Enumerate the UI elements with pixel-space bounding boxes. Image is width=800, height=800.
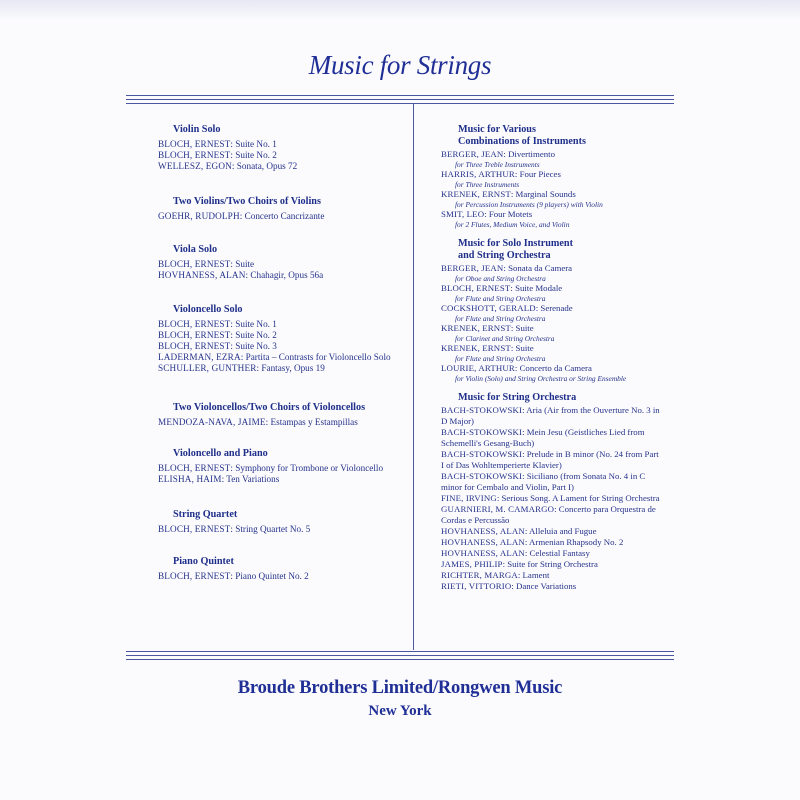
composer-name: BLOCH, ERNEST [158, 150, 231, 161]
separator: : [524, 526, 530, 536]
top-rule [126, 103, 674, 104]
composer-name: KRENEK, ERNST [441, 343, 511, 353]
work-title: Suite No. 1 [235, 318, 277, 329]
work-title: Marginal Sounds [515, 189, 576, 199]
page-title: Music for Strings [308, 50, 492, 80]
composer-name: BLOCH, ERNEST [441, 283, 511, 293]
work-title: Armenian Rhapsody No. 2 [529, 537, 624, 547]
catalog-section [441, 392, 663, 592]
top-rule [126, 95, 674, 96]
work-title: Celestial Fantasy [529, 548, 590, 558]
catalog-entry [158, 463, 403, 474]
composer-name: KRENEK, ERNST [441, 189, 511, 199]
catalog-entry [158, 139, 403, 150]
catalog-entry [158, 417, 403, 428]
composer-name: JAMES, PHILIP [441, 559, 503, 569]
work-title: Sonata, Opus 72 [236, 161, 298, 172]
composer-name: MENDOZA-NAVA, JAIME [158, 417, 266, 428]
separator: : [221, 474, 227, 485]
catalog-entry [158, 571, 403, 582]
work-title: Suite Modale [515, 283, 563, 293]
catalog-section [158, 509, 403, 535]
work-title: Concerto Cancrizante [244, 211, 325, 222]
composer-name: BLOCH, ERNEST [158, 259, 231, 270]
separator: : [230, 150, 236, 161]
composer-name: HOVHANESS, ALAN [441, 537, 525, 547]
catalog-entry [158, 211, 403, 222]
instrumentation-note: for Oboe and String Orchestra [455, 274, 546, 283]
separator: : [239, 211, 245, 222]
composer-name: BACH-STOKOWSKI [441, 471, 523, 481]
composer-name: BLOCH, ERNEST [158, 571, 231, 582]
left-column [158, 124, 403, 583]
separator: : [524, 537, 530, 547]
work-title: Serenade [540, 303, 573, 313]
catalog-entry [158, 474, 403, 485]
catalog-entry [441, 363, 663, 383]
catalog-entry [158, 259, 403, 270]
catalog-entry [158, 363, 403, 374]
composer-name: BLOCH, ERNEST [158, 463, 231, 474]
catalog-entry [441, 581, 663, 592]
work-title: Siciliano (from Sonata No. 4 in C minor for Cembalo and Violin, Part I) [441, 471, 646, 492]
catalog-entry [158, 330, 403, 341]
separator: : [502, 559, 508, 569]
catalog-entry [441, 263, 663, 283]
work-title: Suite for String Orchestra [507, 559, 598, 569]
separator: : [231, 161, 237, 172]
work-title: Suite No. 3 [235, 340, 277, 351]
catalog-entry [441, 548, 663, 559]
catalog-entry [158, 150, 403, 161]
separator: : [240, 351, 246, 362]
instrumentation-note: for Flute and String Orchestra [455, 314, 546, 323]
right-column [441, 124, 663, 592]
catalog-section [158, 244, 403, 281]
section-heading: Two Violins/Two Choirs of Violins [173, 196, 321, 208]
section-heading: Music for Various Combinations of Instruments [458, 124, 586, 147]
composer-name: SMIT, LEO [441, 209, 485, 219]
separator: : [517, 570, 523, 580]
composer-name: BLOCH, ERNEST [158, 329, 231, 340]
separator: : [522, 471, 527, 481]
bottom-rule [126, 655, 674, 656]
instrumentation-note: for Three Instruments [455, 180, 520, 189]
separator: : [484, 209, 489, 219]
work-title: Partita – Contrasts for Violoncello Solo [245, 351, 391, 362]
separator: : [522, 405, 527, 415]
composer-name: BERGER, JEAN [441, 263, 504, 273]
instrumentation-note: for Clarinet and String Orchestra [455, 334, 555, 343]
work-title: Suite No. 2 [235, 150, 277, 161]
separator: : [510, 189, 516, 199]
composer-name: HOVHANESS, ALAN [441, 548, 525, 558]
catalog-entry [441, 427, 663, 449]
work-title: Serious Song. A Lament for String Orchestra [501, 493, 660, 503]
catalog-entry [441, 303, 663, 323]
section-heading: String Quartet [173, 509, 238, 521]
section-heading: Violin Solo [173, 124, 221, 135]
section-heading: Piano Quintet [173, 556, 234, 568]
work-title: Lament [522, 570, 550, 580]
separator: : [522, 449, 527, 459]
catalog-entry [441, 526, 663, 537]
work-title: String Quartet No. 5 [235, 524, 311, 535]
catalog-entry [158, 270, 403, 281]
catalog-entry [441, 323, 663, 343]
composer-name: BLOCH, ERNEST [158, 340, 231, 351]
composer-name: BACH-STOKOWSKI [441, 449, 523, 459]
composer-name: BERGER, JEAN [441, 149, 504, 159]
separator: : [230, 571, 236, 582]
instrumentation-note: for Percussion Instruments (9 players) with Violin [455, 200, 603, 209]
separator: : [496, 493, 502, 503]
section-heading: Violoncello and Piano [173, 448, 268, 460]
catalog-entry [441, 471, 663, 493]
catalog-section [158, 124, 403, 172]
composer-name: GUARNIERI, M. CAMARGO [441, 504, 555, 514]
instrumentation-note: for 2 Flutes, Medium Voice, and Violin [455, 220, 570, 229]
composer-name: BLOCH, ERNEST [158, 318, 231, 329]
catalog-entry [158, 161, 403, 172]
composer-name: KRENEK, ERNST [441, 323, 511, 333]
separator: : [230, 139, 236, 149]
separator: : [514, 169, 520, 179]
catalog-section [441, 238, 663, 383]
work-title: Suite [235, 259, 255, 270]
separator: : [535, 303, 541, 313]
composer-name: LOURIE, ARTHUR [441, 363, 515, 373]
separator: : [230, 318, 236, 329]
work-title: Fantasy, Opus 19 [261, 362, 325, 373]
composer-name: HARRIS, ARTHUR [441, 169, 515, 179]
catalog-section [158, 196, 403, 222]
composer-name: GOEHR, RUDOLPH [158, 211, 240, 222]
catalog-section [441, 124, 663, 229]
section-heading: Two Violoncellos/Two Choirs of Violoncellos [173, 402, 366, 414]
composer-name: SCHULLER, GUNTHER [158, 362, 257, 373]
separator: : [554, 504, 559, 514]
separator: : [256, 362, 262, 373]
instrumentation-note: for Three Treble Instruments [455, 160, 540, 169]
composer-name: BACH-STOKOWSKI [441, 405, 523, 415]
composer-name: ELISHA, HAIM [158, 474, 222, 485]
composer-name: BLOCH, ERNEST [158, 139, 231, 149]
work-title: Four Motets [488, 209, 533, 219]
catalog-section [158, 304, 403, 374]
catalog-entry [158, 341, 403, 352]
work-title: Suite [515, 343, 534, 353]
work-title: Symphony for Trombone or Violoncello [235, 463, 384, 474]
composer-name: RIETI, VITTORIO [441, 581, 512, 591]
separator: : [230, 259, 236, 270]
separator: : [510, 323, 516, 333]
instrumentation-note: for Violin (Solo) and String Orchestra or String Ensemble [455, 374, 627, 383]
work-title: Alleluia and Fugue [529, 526, 597, 536]
composer-name: FINE, IRVING [441, 493, 497, 503]
work-title: Dance Variations [516, 581, 577, 591]
work-title: Suite No. 2 [235, 329, 277, 340]
separator: : [503, 149, 509, 159]
section-heading: Music for Solo Instrument and String Orchestra [458, 238, 573, 261]
catalog-entry [441, 189, 663, 209]
separator: : [510, 283, 516, 293]
catalog-entry [441, 283, 663, 303]
composer-name: WELLESZ, EGON [158, 161, 232, 172]
catalog-entry [441, 405, 663, 427]
separator: : [230, 524, 236, 535]
bottom-rule [126, 651, 674, 652]
separator: : [503, 263, 509, 273]
catalog-entry [441, 343, 663, 363]
separator: : [514, 363, 520, 373]
catalog-entry [158, 524, 403, 535]
catalog-section [158, 556, 403, 582]
work-title: Ten Variations [226, 474, 280, 485]
catalog-entry [158, 319, 403, 330]
catalog-section [158, 448, 403, 485]
separator: : [522, 427, 527, 437]
catalog-entry [441, 537, 663, 548]
top-rule [126, 99, 674, 100]
composer-name: BLOCH, ERNEST [158, 524, 231, 535]
instrumentation-note: for Flute and String Orchestra [455, 294, 546, 303]
bleed-through-shadow [0, 0, 800, 20]
work-title: Concerto para Orquestra de Cordas e Percussão [441, 504, 656, 525]
composer-name: HOVHANESS, ALAN [158, 270, 246, 281]
separator: : [230, 329, 236, 340]
work-title: Concerto da Camera [519, 363, 592, 373]
instrumentation-note: for Flute and String Orchestra [455, 354, 546, 363]
work-title: Prelude in B minor (No. 24 from Part I of Das Wohltemperierte Klavier) [441, 449, 659, 470]
catalog-section [158, 402, 403, 428]
bottom-rule [126, 659, 674, 660]
catalog-entry [441, 559, 663, 570]
work-title: Divertimento [508, 149, 555, 159]
catalog-entry [441, 169, 663, 189]
work-title: Suite [515, 323, 534, 333]
catalog-entry [441, 570, 663, 581]
work-title: Estampas y Estampillas [270, 417, 358, 428]
separator: : [230, 463, 236, 474]
work-title: Suite No. 1 [235, 139, 277, 149]
catalog-entry [441, 449, 663, 471]
section-heading: Viola Solo [173, 244, 218, 256]
separator: : [245, 270, 251, 281]
work-title: Aria (Air from the Ouverture No. 3 in D Major) [441, 405, 660, 426]
composer-name: COCKSHOTT, GERALD [441, 303, 536, 313]
publisher-name: Broude Brothers Limited/Rongwen Music [237, 678, 563, 698]
separator: : [230, 340, 236, 351]
composer-name: BACH-STOKOWSKI [441, 427, 523, 437]
work-title: Sonata da Camera [508, 263, 573, 273]
publisher-city: New York [368, 703, 432, 719]
work-title: Piano Quintet No. 2 [235, 571, 309, 582]
section-heading: Violoncello Solo [173, 303, 243, 315]
catalog-entry [441, 209, 663, 229]
composer-name: HOVHANESS, ALAN [441, 526, 525, 536]
separator: : [511, 581, 516, 591]
separator: : [265, 417, 271, 428]
catalog-entry [441, 493, 663, 504]
composer-name: LADERMAN, EZRA [158, 351, 241, 362]
composer-name: RICHTER, MARGA [441, 570, 518, 580]
catalog-entry [441, 504, 663, 526]
section-heading: Music for String Orchestra [458, 392, 577, 403]
separator: : [524, 548, 530, 558]
column-divider [413, 104, 414, 650]
work-title: Mein Jesu (Geistliches Lied from Schemelli's Gesang-Buch) [441, 427, 645, 448]
separator: : [510, 343, 516, 353]
work-title: Chahagir, Opus 56a [250, 270, 324, 281]
catalog-entry [158, 352, 403, 363]
catalog-entry [441, 149, 663, 169]
work-title: Four Pieces [519, 169, 561, 179]
